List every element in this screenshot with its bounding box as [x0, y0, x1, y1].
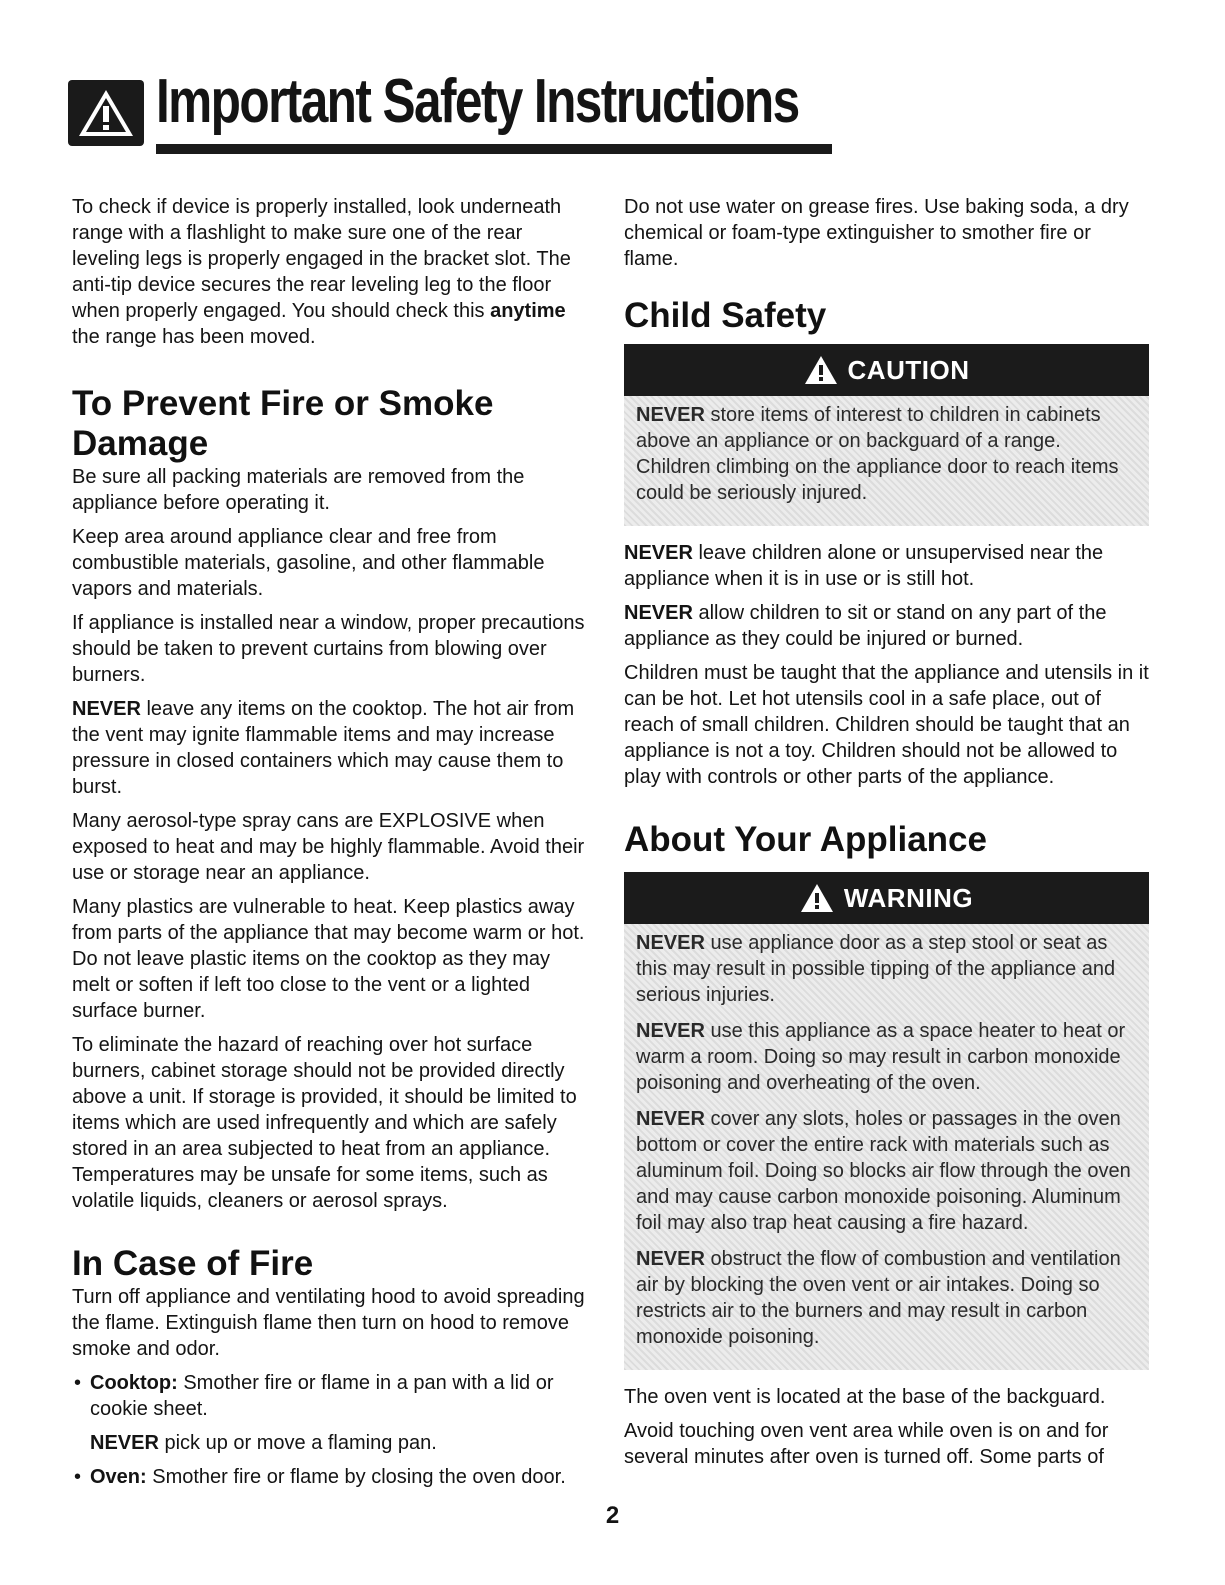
- in-case-of-fire-heading: In Case of Fire: [72, 1244, 314, 1283]
- fire-prevention-heading: To Prevent Fire or Smoke Damage: [72, 384, 494, 463]
- oven-vent-location: The oven vent is located at the base of the backguard.: [624, 1386, 1106, 1408]
- caution-banner: CAUTION: [624, 344, 1149, 396]
- left-column: [72, 194, 592, 1498]
- title-rule: [156, 144, 832, 154]
- caution-text: NEVER store items of interest to children in cabinets above an appliance or on backguard of a range. Children climbing on the appliance door to reach items could be seriously injured.: [636, 404, 1119, 504]
- about-appliance-heading: About Your Appliance: [624, 820, 987, 859]
- child-safety-heading: Child Safety: [624, 296, 827, 335]
- warning-banner: WARNING: [624, 872, 1149, 924]
- cooktop-bullet: • Cooktop: Smother fire or flame in a pan with a lid or cookie sheet.: [74, 1372, 554, 1420]
- packing-paragraph: Be sure all packing materials are removed from the appliance before operating it.: [72, 466, 525, 514]
- plastics-paragraph: Many plastics are vulnerable to heat. Keep plastics away from parts of the appliance that may become warm or hot. Do not leave plastic items on the cooktop as they may melt or soften if left too close to the vent or a lighted surface burner.: [72, 896, 585, 1022]
- warning-foil: NEVER cover any slots, holes or passages in the oven bottom or cover the entire rack with materials such as aluminum foil. Doing so blocks air flow through the oven and may cause carbon monoxide poisoning. Aluminum foil may also trap heat causing a fire hazard.: [636, 1108, 1131, 1234]
- warning-triangle-small-icon: [800, 883, 834, 913]
- turn-off-paragraph: Turn off appliance and ventilating hood to avoid spreading the flame. Extinguish flame then turn on hood to remove smoke and odor.: [72, 1286, 585, 1360]
- oven-vent-caution: Avoid touching oven vent area while oven is on and for several minutes after oven is turned off. Some parts of: [624, 1420, 1109, 1468]
- grease-fire-paragraph: Do not use water on grease fires. Use baking soda, a dry chemical or foam-type extinguisher to smother fire or flame.: [624, 196, 1129, 270]
- page-number: 2: [605, 1502, 620, 1529]
- oven-bullet: • Oven: Smother fire or flame by closing the oven door.: [74, 1466, 566, 1488]
- clear-area-paragraph: Keep area around appliance clear and free from combustible materials, gasoline, and other flammable vapors and materials.: [72, 526, 545, 600]
- right-column: [624, 194, 1149, 1478]
- flaming-pan-note: NEVER pick up or move a flaming pan.: [90, 1432, 437, 1454]
- caution-box: [624, 344, 1149, 526]
- sit-stand-paragraph: NEVER allow children to sit or stand on any part of the appliance as they could be injured or burned.: [624, 602, 1107, 650]
- warning-vent: NEVER obstruct the flow of combustion and ventilation air by blocking the oven vent or air intakes. Doing so restricts air to the burners and may result in carbon monoxide poisoning.: [636, 1248, 1121, 1348]
- warning-step-stool: NEVER use appliance door as a step stool or seat as this may result in possible tipping of the appliance and serious injuries.: [636, 932, 1116, 1006]
- cabinet-storage-paragraph: To eliminate the hazard of reaching over hot surface burners, cabinet storage should not be provided directly above a unit. If storage is provided, it should be limited to items which are used infrequently and which are safely stored in an area subjected to heat from an appliance. Temperatures may be unsafe for some items, such as volatile liquids, cleaners or aerosol sprays.: [72, 1034, 577, 1212]
- caution-triangle-icon: [804, 355, 838, 385]
- warning-box: [624, 872, 1149, 1370]
- unsupervised-paragraph: NEVER leave children alone or unsupervised near the appliance when it is in use or is still hot.: [624, 542, 1104, 590]
- children-taught-paragraph: Children must be taught that the appliance and utensils in it can be hot. Let hot utensils cool in a safe place, out of reach of small children. Children should be taught that an appliance is not a toy. Children should not be allowed to play with controls or other parts of the appliance.: [624, 662, 1149, 788]
- page-header: [68, 67, 799, 160]
- warning-triangle-icon: [68, 80, 144, 146]
- page-title: Important Safety Instructions: [156, 67, 799, 136]
- aerosol-paragraph: Many aerosol-type spray cans are EXPLOSIVE when exposed to heat and may be highly flammable. Avoid their use or storage near an appliance.: [72, 810, 585, 884]
- cooktop-items-paragraph: NEVER leave any items on the cooktop. The hot air from the vent may ignite flammable items and may increase pressure in closed containers which may cause them to burst.: [72, 698, 575, 798]
- window-paragraph: If appliance is installed near a window, proper precautions should be taken to prevent curtains from blowing over burners.: [72, 612, 585, 686]
- anti-tip-paragraph: To check if device is properly installed, look underneath range with a flashlight to make sure one of the rear leveling legs is properly engaged in the bracket slot. The anti-tip device secures the rear leveling leg to the floor when properly engaged. You should check this anytime the range has been moved.: [72, 196, 571, 348]
- warning-space-heater: NEVER use this appliance as a space heater to heat or warm a room. Doing so may result in carbon monoxide poisoning and overheating of the oven.: [636, 1020, 1126, 1094]
